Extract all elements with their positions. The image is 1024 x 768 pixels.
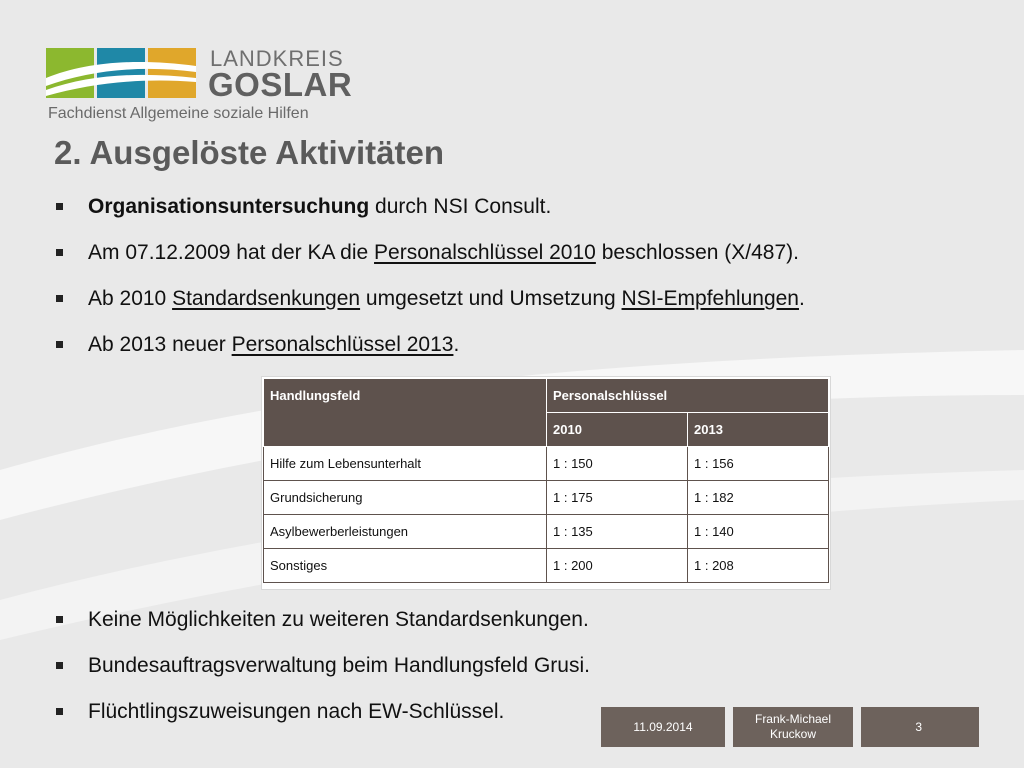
bullet-item: [56, 322, 805, 368]
cell-2013: 1 : 208: [688, 549, 829, 583]
bullet-item: [56, 184, 805, 230]
bullet-square-icon: [56, 249, 63, 256]
bullet-text: durch NSI Consult.: [369, 195, 552, 218]
bullet-text: .: [798, 287, 805, 310]
footer-page-text: 3: [915, 719, 922, 734]
bullet-text: umgesetzt und Umsetzung: [360, 287, 622, 310]
cell-2010: 1 : 175: [547, 481, 688, 515]
bullet-text: Standardsenkungen: [172, 287, 361, 310]
bullet-square-icon: [56, 341, 63, 348]
bullet-text: NSI-Empfehlungen: [621, 287, 799, 310]
footer-author-line2: Kruckow: [769, 727, 816, 741]
footer-author: [733, 707, 853, 747]
bullet-list-top: [56, 184, 805, 368]
table-row: [264, 447, 829, 481]
header-handlungsfeld: Handlungsfeld: [264, 379, 547, 447]
slide-title: 2. Ausgelöste Aktivitäten: [54, 134, 444, 171]
table-row: [264, 481, 829, 515]
bullet-square-icon: [56, 708, 63, 715]
cell-handlungsfeld: Asylbewerberleistungen: [264, 515, 547, 549]
bullet-item: [56, 276, 805, 322]
bullet-square-icon: [56, 662, 63, 669]
bullet-item: [56, 643, 590, 689]
personalschluessel-table: [262, 377, 830, 589]
bullet-text: Ab 2013 neuer: [88, 333, 232, 356]
cell-2010: 1 : 200: [547, 549, 688, 583]
cell-2010: 1 : 135: [547, 515, 688, 549]
header-personalschluessel: Personalschlüssel: [547, 379, 829, 413]
bullet-text: Bundesauftragsverwaltung beim Handlungsfeld Grusi.: [88, 654, 590, 677]
logo-text-goslar: GOSLAR: [208, 66, 353, 103]
cell-2013: 1 : 156: [688, 447, 829, 481]
footer-date: [601, 707, 725, 747]
bullet-item: [56, 597, 590, 643]
bullet-text: Personalschlüssel 2013: [231, 333, 454, 356]
table-row: [264, 515, 829, 549]
footer-date-text: 11.09.2014: [633, 719, 693, 734]
department-subtitle: Fachdienst Allgemeine soziale Hilfen: [48, 105, 309, 122]
cell-handlungsfeld: Grundsicherung: [264, 481, 547, 515]
bullet-item: [56, 689, 590, 735]
table-row: [264, 549, 829, 583]
footer-page-number: [861, 707, 979, 747]
header-year-2010: 2010: [547, 413, 688, 447]
bullet-square-icon: [56, 203, 63, 210]
logo-text-landkreis: LANDKREIS: [210, 46, 344, 71]
bullet-text: Am 07.12.2009 hat der KA die: [88, 241, 375, 264]
bullet-square-icon: [56, 295, 63, 302]
bullet-text: Organisationsuntersuchung: [88, 195, 370, 218]
footer-author-line1: Frank-Michael: [754, 712, 832, 726]
bullet-list-bottom: [56, 597, 590, 735]
cell-handlungsfeld: Sonstiges: [264, 549, 547, 583]
bullet-text: Ab 2010: [88, 287, 173, 310]
bullet-text: Flüchtlingszuweisungen nach EW-Schlüssel.: [88, 700, 505, 723]
cell-2010: 1 : 150: [547, 447, 688, 481]
bullet-text: Keine Möglichkeiten zu weiteren Standardsenkungen.: [88, 608, 589, 631]
bullet-item: [56, 230, 805, 276]
cell-handlungsfeld: Hilfe zum Lebensunterhalt: [264, 447, 547, 481]
bullet-text: .: [453, 333, 460, 356]
cell-2013: 1 : 140: [688, 515, 829, 549]
logo-bars-icon: [46, 48, 198, 100]
header-year-2013: 2013: [688, 413, 829, 447]
cell-2013: 1 : 182: [688, 481, 829, 515]
bullet-text: Personalschlüssel 2010: [374, 241, 596, 264]
bullet-text: beschlossen (X/487).: [595, 241, 799, 264]
bullet-square-icon: [56, 616, 63, 623]
